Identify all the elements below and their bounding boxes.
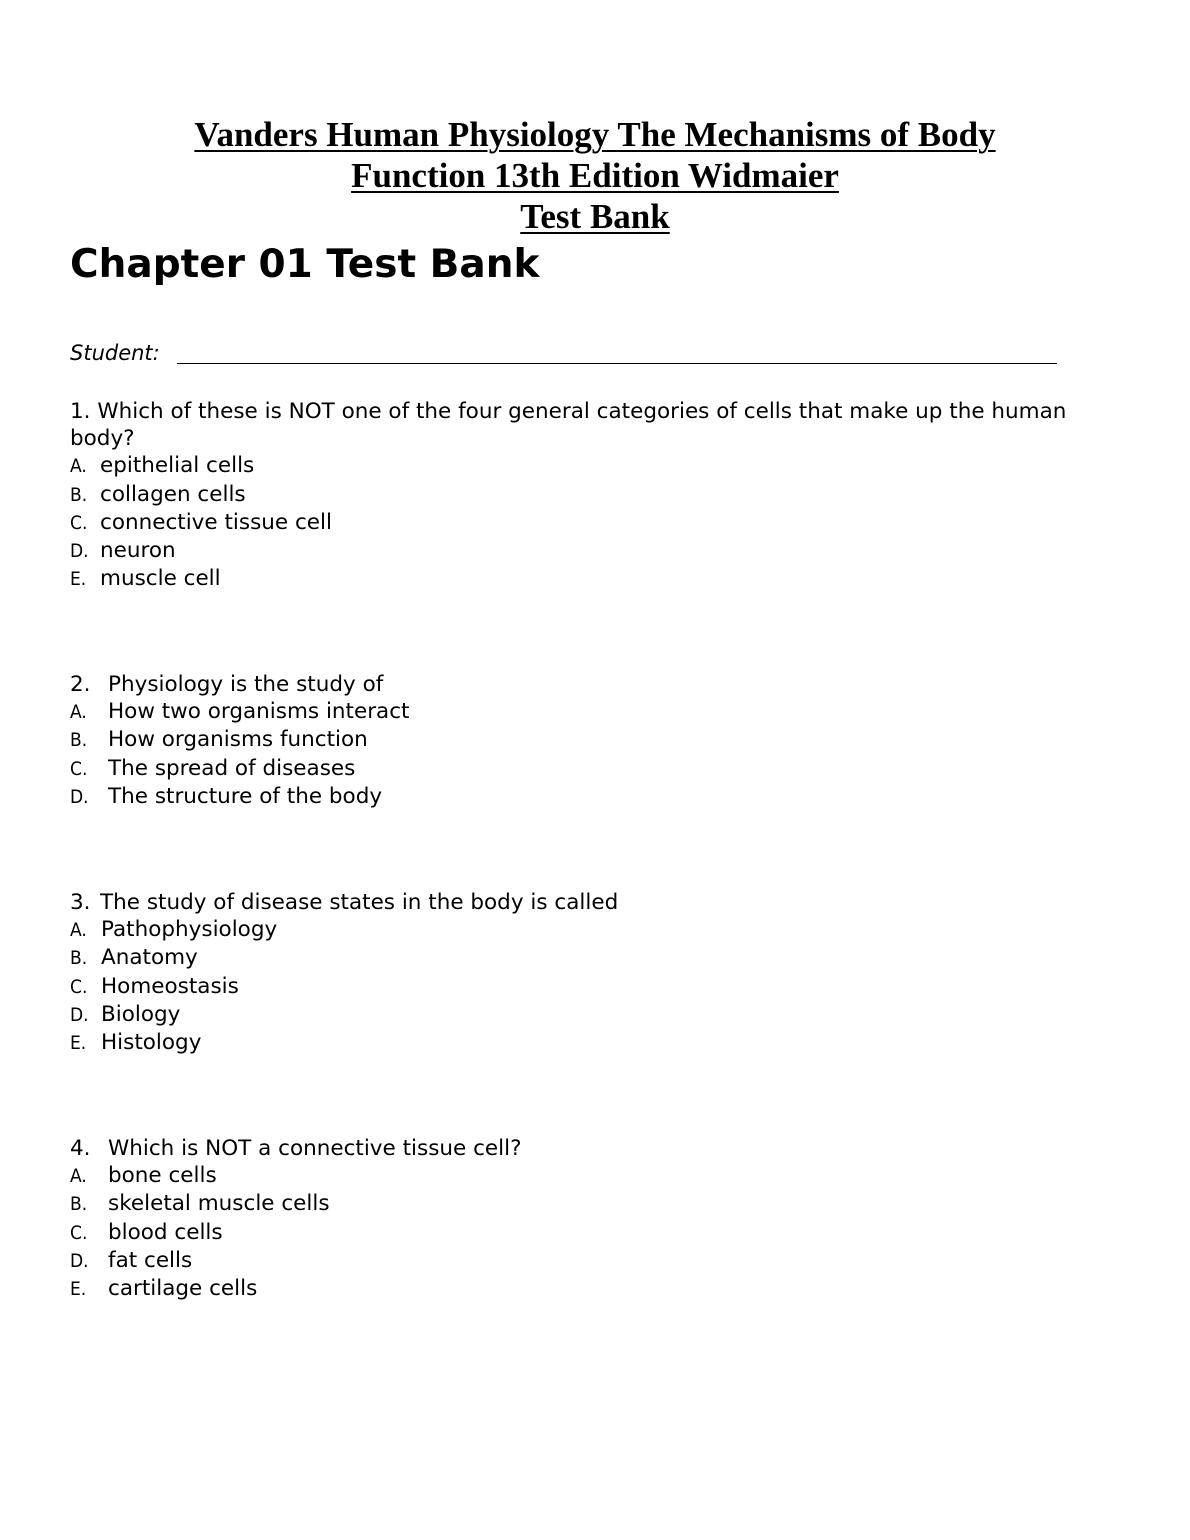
option-letter: C.: [70, 757, 88, 780]
option-text: fat cells: [108, 1247, 193, 1273]
option-text: connective tissue cell: [100, 509, 332, 535]
title-line-text: Function 13th Edition Widmaier: [351, 156, 839, 195]
option-text: Anatomy: [101, 945, 198, 971]
option-text: Homeostasis: [101, 973, 239, 999]
question-text: Which is NOT a connective tissue cell?: [108, 1136, 522, 1161]
question: [70, 1135, 1070, 1303]
option-letter: E.: [70, 568, 87, 591]
option-letter: C.: [70, 511, 88, 534]
option-text: Histology: [101, 1030, 202, 1056]
document-title: [0, 114, 1190, 237]
title-line: [0, 196, 1190, 237]
answer-option: [70, 452, 1070, 480]
answer-option: [70, 1001, 1070, 1029]
option-letter: C.: [70, 975, 88, 998]
question-stem: [70, 398, 1070, 452]
question-number: 3.: [70, 890, 91, 915]
question-stem: [70, 671, 1070, 698]
option-letter: B.: [70, 729, 88, 752]
option-text: How two organisms interact: [108, 699, 410, 725]
question: [70, 889, 1070, 1057]
question-number: 4.: [70, 1136, 91, 1161]
answer-option: [70, 1275, 1070, 1303]
option-text: neuron: [100, 538, 176, 564]
option-letter: A.: [70, 1165, 87, 1188]
student-name-line[interactable]: [177, 363, 1057, 364]
question: [70, 671, 1070, 811]
title-line: [0, 114, 1190, 155]
answer-option: [70, 481, 1070, 509]
option-letter: D.: [70, 1003, 89, 1026]
option-text: blood cells: [108, 1219, 223, 1245]
option-text: cartilage cells: [108, 1276, 258, 1302]
option-letter: B.: [70, 947, 88, 970]
answer-option: [70, 1219, 1070, 1247]
title-line-text: Test Bank: [520, 197, 670, 236]
answer-option: [70, 944, 1070, 972]
student-label: Student:: [70, 341, 160, 365]
option-text: The spread of diseases: [108, 755, 356, 781]
answer-option: [70, 1162, 1070, 1190]
answer-option: [70, 916, 1070, 944]
answer-option: [70, 1247, 1070, 1275]
answer-option: [70, 698, 1070, 726]
option-letter: A.: [70, 455, 87, 478]
answer-option: [70, 973, 1070, 1001]
question-text: Which of these is NOT one of the four general categories of cells that make up the human body?: [70, 399, 1067, 452]
option-text: Pathophysiology: [101, 917, 278, 943]
option-letter: E.: [70, 1278, 87, 1301]
option-letter: E.: [70, 1032, 87, 1055]
option-text: The structure of the body: [108, 783, 383, 809]
option-text: How organisms function: [108, 727, 368, 753]
option-letter: B.: [70, 1193, 88, 1216]
title-line-text: Vanders Human Physiology The Mechanisms of Body: [194, 115, 996, 154]
option-text: Biology: [101, 1001, 181, 1027]
title-line: [0, 155, 1190, 196]
option-letter: B.: [70, 483, 88, 506]
question: [70, 398, 1070, 593]
option-letter: D.: [70, 540, 89, 563]
question-text: Physiology is the study of: [108, 672, 384, 697]
answer-option: [70, 783, 1070, 811]
question-number: 2.: [70, 672, 91, 697]
answer-option: [70, 726, 1070, 754]
option-text: collagen cells: [100, 481, 246, 507]
option-text: bone cells: [108, 1163, 217, 1189]
option-text: epithelial cells: [100, 453, 255, 479]
option-letter: A.: [70, 919, 87, 942]
answer-option: [70, 755, 1070, 783]
option-letter: D.: [70, 1249, 89, 1272]
answer-option: [70, 565, 1070, 593]
chapter-title: Chapter 01 Test Bank: [70, 242, 540, 287]
question-stem: [70, 889, 1070, 916]
answer-option: [70, 1029, 1070, 1057]
answer-option: [70, 537, 1070, 565]
question-text: The study of disease states in the body is called: [100, 890, 619, 915]
question-stem: [70, 1135, 1070, 1162]
answer-option: [70, 1190, 1070, 1218]
question-number: 1.: [70, 399, 91, 424]
option-text: skeletal muscle cells: [108, 1191, 330, 1217]
option-text: muscle cell: [100, 566, 221, 592]
option-letter: C.: [70, 1221, 88, 1244]
option-letter: A.: [70, 701, 87, 724]
answer-option: [70, 509, 1070, 537]
option-letter: D.: [70, 785, 89, 808]
